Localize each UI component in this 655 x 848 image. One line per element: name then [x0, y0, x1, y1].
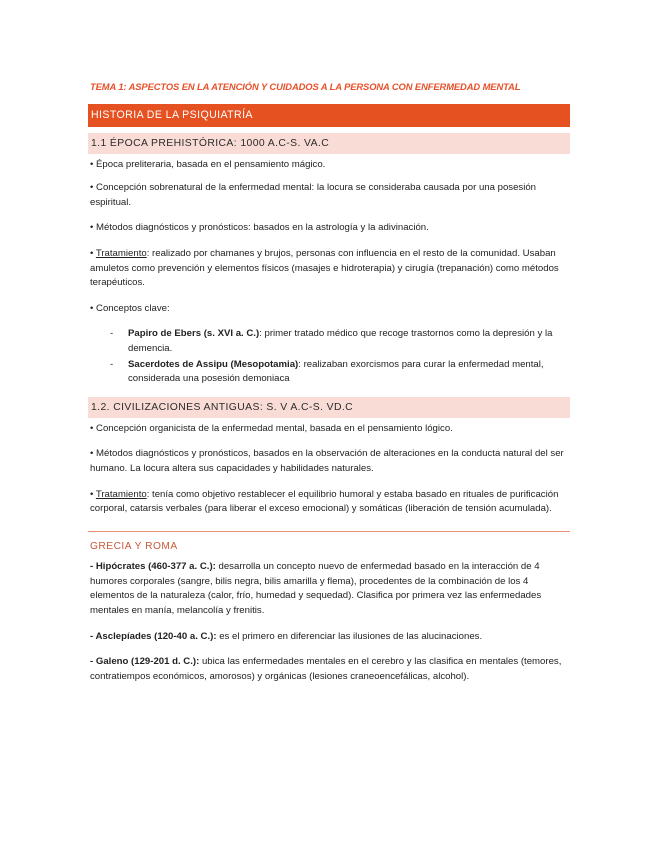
paragraph: • Concepción organicista de la enfermedad mental, basada en el pensamiento lógico. [90, 422, 453, 434]
concept-term: Papiro de Ebers (s. XVI a. C.) [128, 328, 260, 340]
person-text: desarrolla un concepto nuevo de enfermedad basado en la interacción de 4 humores corporales (sangre, bilis negra, bilis amarilla y flema), procedentes de la combinación de los 4 elementos de la naturaleza (calor, frío, humedad y sequedad). Clasifica por primera vez las enfermedades mentales en manía, melancolía y frenitis. [90, 561, 542, 617]
person-name: - Galeno (129-201 d. C.): [90, 656, 200, 668]
paragraph: • Época preliteraria, basada en el pensamiento mágico. [90, 158, 326, 170]
dash-marker: - [110, 358, 114, 370]
paragraph: • Métodos diagnósticos y pronósticos: basados en la astrología y la adivinación. [90, 222, 429, 234]
bullet: • [90, 488, 96, 500]
concept-text: : realizaban exorcismos para curar la enfermedad mental, considerada una posesión demoniaca [128, 358, 544, 385]
document-body [88, 80, 570, 695]
section-title-greece-rome: GRECIA Y ROMA [90, 540, 178, 552]
list-item [88, 358, 570, 387]
section-banner: HISTORIA DE LA PSIQUIATRÍA [88, 104, 570, 127]
paragraph-treatment [90, 247, 570, 291]
key-concepts-list [88, 327, 570, 386]
section-divider [88, 531, 570, 532]
concept-term: Sacerdotes de Assipu (Mesopotamia) [128, 358, 299, 370]
person-text: ubica las enfermedades mentales en el cerebro y las clasifica en mentales (temores, contratiempos económicos, amorosos) y orgánicas (lesiones craneoencefálicas, alcohol). [90, 656, 562, 682]
topic-title: TEMA 1: ASPECTOS EN LA ATENCIÓN Y CUIDADOS A LA PERSONA CON ENFERMEDAD MENTAL [90, 81, 521, 92]
treatment-text: : realizado por chamanes y brujos, personas con influencia en el resto de la comunidad. Usaban amuletos como prevención y elementos físicos (masajes e hidroterapia) y cirugía (trepanación) como métodos terapéuticos. [90, 247, 559, 289]
paragraph-hippocrates [90, 560, 570, 618]
paragraph: • Métodos diagnósticos y pronósticos, basados en la observación de alteraciones en la conducta natural del ser humano. La locura altera sus capacidades y habilidades naturales. [90, 448, 564, 474]
treatment-label: Tratamiento [95, 247, 147, 259]
subsection-heading-prehistoric: 1.1 ÉPOCA PREHISTÓRICA: 1000 A.C-S. VA.C [88, 133, 570, 154]
treatment-text: : tenía como objetivo restablecer el equilibrio humoral y estaba basado en rituales de purificación corporal, catarsis verbales (para liberar el exceso emocional) y somáticas (liberación de tensión acumulada). [90, 488, 559, 515]
subsection-heading-ancient: 1.2. CIVILIZACIONES ANTIGUAS: S. V A.C-S. VD.C [88, 397, 570, 418]
treatment-label: Tratamiento [95, 488, 147, 500]
concept-text: : primer tratado médico que recoge trastornos como la depresión y la demencia. [128, 328, 553, 354]
list-item [88, 327, 570, 356]
paragraph: • Concepción sobrenatural de la enfermedad mental: la locura se consideraba causada por una posesión espiritual. [90, 182, 537, 208]
paragraph: • Conceptos clave: [90, 302, 170, 314]
person-name: - Asclepíades (120-40 a. C.): [90, 630, 217, 642]
person-name: - Hipócrates (460-377 a. C.): [90, 561, 216, 573]
bullet: • [90, 247, 96, 259]
paragraph-treatment [90, 488, 570, 517]
paragraph-galen [90, 655, 570, 684]
paragraph-asclepiades [90, 630, 570, 645]
dash-marker: - [110, 328, 114, 340]
person-text: es el primero en diferenciar las ilusiones de las alucinaciones. [216, 630, 483, 642]
